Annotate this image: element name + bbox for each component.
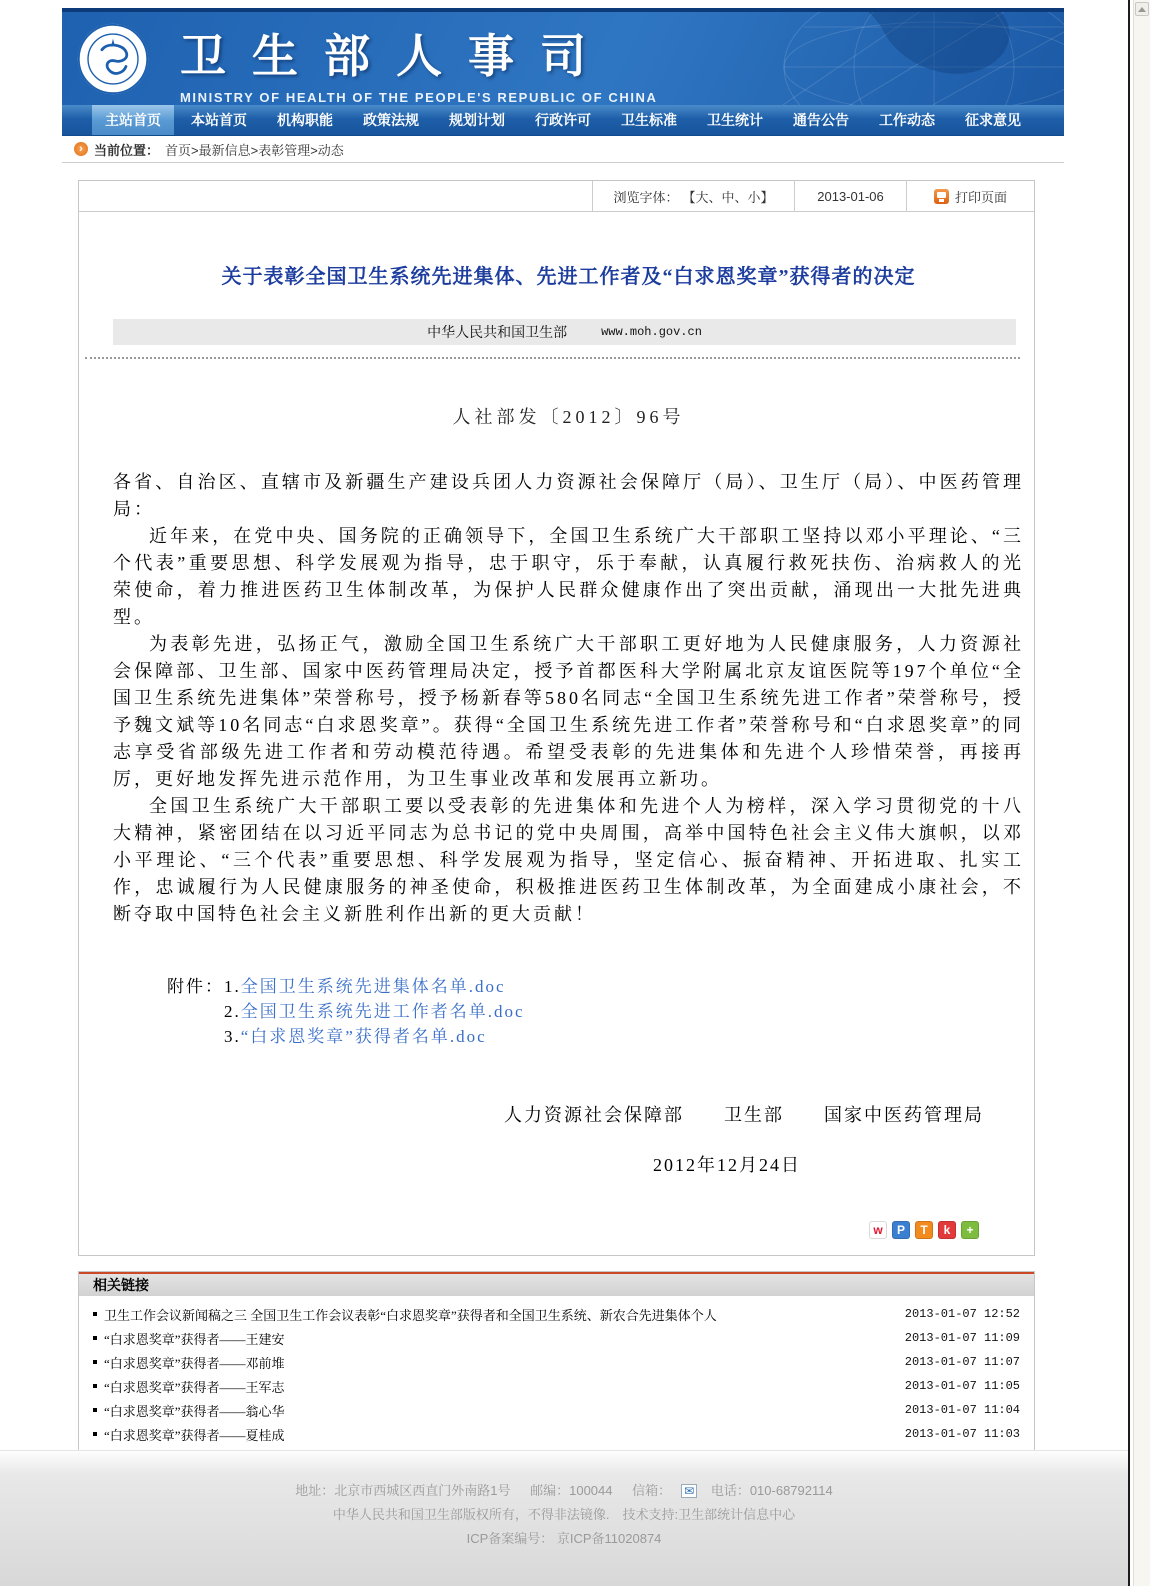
nav-item-work-news[interactable]: 工作动态: [879, 112, 935, 128]
breadcrumb-label: 当前位置：: [94, 142, 160, 158]
chevron-up-icon: [1138, 7, 1146, 12]
related-time: 2013-01-07 11:05: [904, 1379, 1020, 1393]
attachment-number: 3.: [224, 1027, 241, 1046]
arrow-icon: ›: [74, 142, 88, 156]
page-edge-line: [1128, 0, 1130, 1586]
nav-item-planning[interactable]: 规划计划: [449, 112, 505, 128]
nav-item-standards[interactable]: 卫生标准: [621, 112, 677, 128]
related-time: 2013-01-07 11:07: [904, 1355, 1020, 1369]
footer-mailbox-label: 信箱：: [632, 1483, 672, 1498]
attachment-number: 1.: [224, 977, 241, 996]
bullet-icon: [93, 1360, 97, 1364]
share-more-icon[interactable]: +: [961, 1221, 979, 1239]
article-toolbar: [79, 181, 1034, 212]
footer-icp: ICP备案编号： 京ICP备11020874: [466, 1531, 662, 1546]
issuing-agencies: 人力资源社会保障部 卫生部 国家中医药管理局: [504, 1105, 984, 1125]
nav-item-feedback[interactable]: 征求意见: [965, 112, 1021, 128]
list-item: [91, 1302, 1026, 1326]
nav-item-main-home[interactable]: 主站首页: [92, 105, 174, 135]
related-link[interactable]: 卫生工作会议新闻稿之三 全国卫生工作会议表彰“白求恩奖章”获得者和全国卫生系统、新农合先进集体个人: [104, 1307, 717, 1323]
print-icon: [934, 189, 949, 204]
tencent-weibo-icon[interactable]: T: [915, 1221, 933, 1239]
print-button[interactable]: [906, 181, 1034, 211]
source-url[interactable]: www.moh.gov.cn: [601, 325, 702, 339]
related-link[interactable]: “白求恩奖章”获得者——邓前堆: [104, 1355, 285, 1371]
related-links-title: 相关链接: [79, 1272, 1034, 1296]
attachment-item: [224, 974, 525, 999]
pengyou-icon[interactable]: P: [892, 1221, 910, 1239]
paragraph: 全国卫生系统广大干部职工要以受表彰的先进集体和先进个人为榜样，深入学习贯彻党的十八大精神，紧密团结在以习近平同志为总书记的党中央周围，高举中国特色社会主义伟大旗帜，以邓小平理论、“三个代表”重要思想、科学发展观为指导，坚定信心、振奋精神、开拓进取、扎实工作，忠诚履行为人民健康服务的神圣使命，积极推进医药卫生体制改革，为全面建成小康社会，不断夺取中国特色社会主义新胜利作出新的更大贡献！: [113, 796, 1024, 924]
globe-graphic-icon: [674, 8, 1064, 105]
site-subtitle: MINISTRY OF HEALTH OF THE PEOPLE'S REPUBLIC OF CHINA: [180, 90, 658, 105]
attachments-label: 附件：: [167, 977, 224, 996]
nav-item-statistics[interactable]: 卫生统计: [707, 112, 763, 128]
bullet-icon: [93, 1432, 97, 1436]
bullet-icon: [93, 1408, 97, 1412]
footer-address: 地址：北京市西城区西直门外南路1号: [295, 1483, 511, 1498]
scrollbar-up-button[interactable]: [1135, 2, 1149, 16]
list-item: [91, 1350, 1026, 1374]
attachment-link[interactable]: “白求恩奖章”获得者名单.doc: [240, 1027, 487, 1046]
breadcrumb: [62, 136, 1064, 163]
envelope-icon[interactable]: ✉: [681, 1484, 697, 1498]
list-item: [91, 1374, 1026, 1398]
paragraph: 近年来，在党中央、国务院的正确领导下，全国卫生系统广大干部职工坚持以邓小平理论、“三个代表”重要思想、科学发展观为指导，忠于职守，乐于奉献，认真履行救死扶伤、治病救人的光荣使命，着力推进医药卫生体制改革，为保护人民群众健康作出了突出贡献，涌现出一大批先进典型。: [113, 526, 1024, 627]
bullet-icon: [93, 1384, 97, 1388]
sina-weibo-icon[interactable]: w: [869, 1221, 887, 1239]
bullet-icon: [93, 1312, 97, 1316]
footer-contact-line: [0, 1451, 1128, 1503]
list-item: [91, 1326, 1026, 1350]
nav-item-notices[interactable]: 通告公告: [793, 112, 849, 128]
related-link[interactable]: “白求恩奖章”获得者——王建安: [104, 1331, 285, 1347]
kaixin-icon[interactable]: k: [938, 1221, 956, 1239]
nav-item-site-home[interactable]: 本站首页: [191, 112, 247, 128]
attachments: [167, 974, 1024, 1049]
list-item: [91, 1398, 1026, 1422]
scrollbar[interactable]: [1133, 0, 1150, 1586]
nav-item-policies[interactable]: 政策法规: [363, 112, 419, 128]
content-column: [62, 8, 1064, 1488]
related-link[interactable]: “白求恩奖章”获得者——王军志: [104, 1379, 285, 1395]
main-nav: [62, 105, 1064, 136]
related-time: 2013-01-07 11:03: [904, 1427, 1020, 1441]
article-date: 2013-01-06: [794, 181, 906, 211]
source-bar: [113, 319, 1016, 345]
nav-item-licensing[interactable]: 行政许可: [535, 112, 591, 128]
font-size-buttons[interactable]: 【大、中、小】: [682, 189, 774, 205]
related-time: 2013-01-07 11:04: [904, 1403, 1020, 1417]
attachment-item: [224, 999, 525, 1024]
site-header: [62, 8, 1064, 105]
article-title: 关于表彰全国卫生系统先进集体、先进工作者及“白求恩奖章”获得者的决定: [221, 266, 916, 288]
bullet-icon: [93, 1336, 97, 1340]
source-name: 中华人民共和国卫生部: [427, 326, 568, 341]
print-label: 打印页面: [954, 189, 1007, 205]
article-body: [79, 260, 1034, 1239]
font-size-label: 浏览字体：: [613, 189, 679, 205]
paragraph: 为表彰先进，弘扬正气，激励全国卫生系统广大干部职工更好地为人民健康服务，人力资源社会保障部、卫生部、国家中医药管理局决定，授予首都医科大学附属北京友谊医院等197个单位“全国卫生系统先进集体”荣誉称号，授予杨新春等580名同志“全国卫生系统先进工作者”荣誉称号，授予魏文斌等10名同志“白求恩奖章”。获得“全国卫生系统先进工作者”荣誉称号和“白求恩奖章”的同志享受省部级先进工作者和劳动模范待遇。希望受表彰的先进集体和先进个人珍惜荣誉，再接再厉，更好地发挥先进示范作用，为卫生事业改革和发展再立新功。: [113, 634, 1024, 789]
salutation: 各省、自治区、直辖市及新疆生产建设兵团人力资源社会保障厅（局）、卫生厅（局）、中医药管理局：: [113, 472, 1024, 519]
footer-phone: 电话：010-68792114: [710, 1483, 833, 1498]
related-time: 2013-01-07 12:52: [904, 1307, 1020, 1321]
dotted-divider: [85, 357, 1020, 359]
breadcrumb-path[interactable]: 首页>最新信息>表彰管理>动态: [165, 142, 344, 158]
issue-date: 2012年12月24日: [653, 1155, 801, 1175]
related-links-panel: [78, 1271, 1035, 1465]
share-bar: [113, 1221, 979, 1239]
footer-copyright: 中华人民共和国卫生部版权所有，不得非法镜像. 技术支持:卫生部统计信息中心: [332, 1507, 796, 1522]
article-panel: [78, 180, 1035, 1256]
attachment-link[interactable]: 全国卫生系统先进集体名单.doc: [240, 977, 506, 996]
page-footer: [0, 1450, 1128, 1586]
moh-emblem-logo: [76, 22, 150, 96]
list-item: [91, 1422, 1026, 1446]
attachment-item: [224, 1024, 525, 1049]
font-size-control: [592, 181, 794, 211]
related-link[interactable]: “白求恩奖章”获得者——夏桂成: [104, 1427, 285, 1443]
article-text: [113, 469, 1024, 928]
nav-item-functions[interactable]: 机构职能: [277, 112, 333, 128]
attachment-link[interactable]: 全国卫生系统先进工作者名单.doc: [240, 1002, 525, 1021]
footer-postcode: 邮编：100044: [530, 1483, 613, 1498]
related-time: 2013-01-07 11:09: [904, 1331, 1020, 1345]
document-number: 人社部发〔2012〕96号: [452, 407, 685, 427]
attachment-number: 2.: [224, 1002, 241, 1021]
related-link[interactable]: “白求恩奖章”获得者——翁心华: [104, 1403, 285, 1419]
site-title: 卫生部人事司: [180, 30, 612, 82]
